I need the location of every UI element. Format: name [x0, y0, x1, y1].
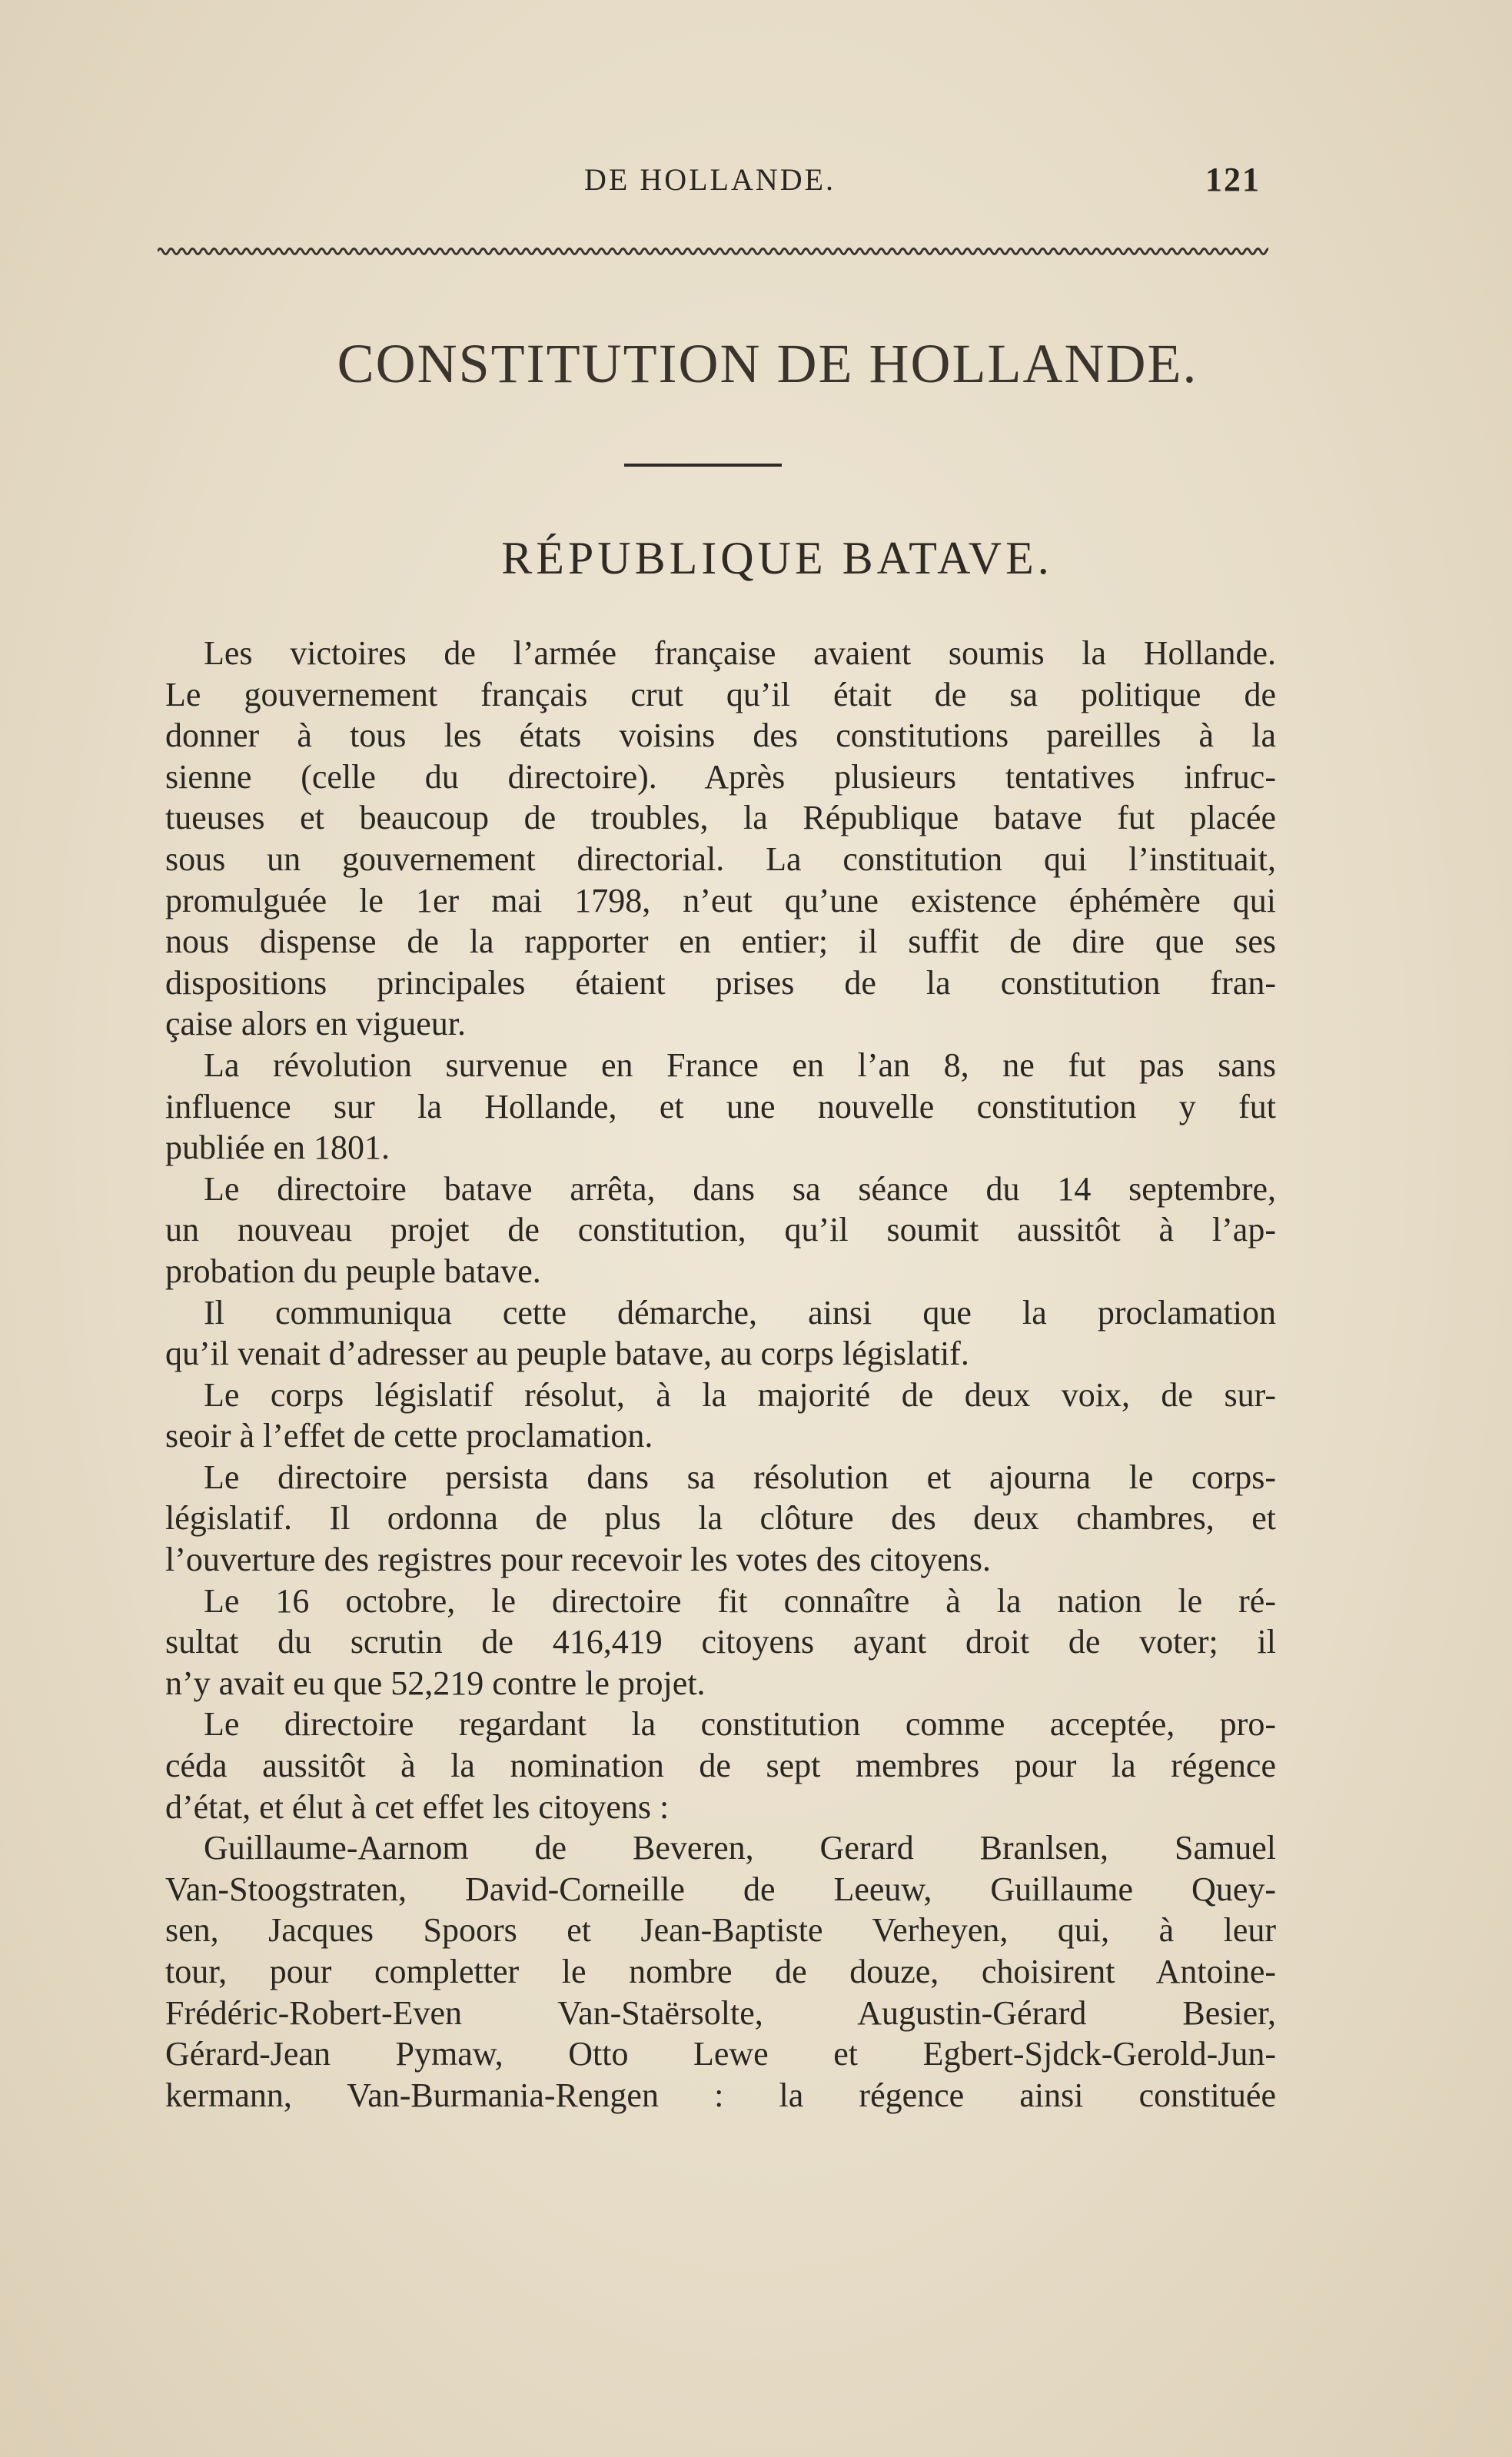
text-line: qu’il venait d’adresser au peuple batave, au corps législatif. — [165, 1335, 969, 1373]
text-line: nous dispense de la rapporter en entier; il suffit de dire que ses — [165, 923, 1276, 961]
text-line: sultat du scrutin de 416,419 citoyens ayant droit de voter; il — [165, 1623, 1276, 1661]
text-line: sen, Jacques Spoors et Jean-Baptiste Verheyen, qui, à leur — [165, 1911, 1276, 1950]
text-line: Le directoire regardant la constitution comme acceptée, pro- — [204, 1705, 1276, 1744]
text-line: Les victoires de l’armée française avaient soumis la Hollande. — [204, 634, 1276, 672]
text-line: seoir à l’effet de cette proclamation. — [165, 1417, 653, 1455]
text-line: Le directoire batave arrêta, dans sa séance du 14 septembre, — [204, 1169, 1276, 1208]
text-line: tueuses et beaucoup de troubles, la République batave fut placée — [165, 799, 1276, 837]
text-line: Van-Stoogstraten, David-Corneille de Leeuw, Guillaume Quey- — [165, 1870, 1276, 1908]
text-line: influence sur la Hollande, et une nouvelle constitution y fut — [165, 1087, 1276, 1125]
text-line: Guillaume-Aarnom de Beveren, Gerard Branlsen, Samuel — [204, 1829, 1276, 1867]
text-line: çaise alors en vigueur. — [165, 1005, 466, 1043]
text-line: Gérard-Jean Pymaw, Otto Lewe et Egbert-Sjdck-Gerold-Jun- — [165, 2035, 1276, 2073]
text-line: sous un gouvernement directorial. La constitution qui l’instituait, — [165, 840, 1276, 878]
page-header — [165, 161, 1276, 208]
body-text — [165, 633, 1276, 2116]
text-line: Le 16 octobre, le directoire fit connaître à la nation le ré- — [204, 1581, 1276, 1620]
running-title: DE HOLLANDE. — [584, 162, 836, 197]
text-line: Le directoire persista dans sa résolution et ajourna le corps- — [204, 1458, 1276, 1496]
text-line: un nouveau projet de constitution, qu’il soumit aussitôt à l’ap- — [165, 1211, 1276, 1249]
text-line: tour, pour completter le nombre de douze, choisirent Antoine- — [165, 1953, 1276, 1990]
text-line: La révolution survenue en France en l’an 8, ne fut pas sans — [204, 1046, 1276, 1084]
text-line: donner à tous les états voisins des constitutions pareilles à la — [165, 716, 1276, 755]
text-line: promulguée le 1er mai 1798, n’eut qu’une existence éphémère qui — [165, 881, 1276, 919]
text-line: l’ouverture des registres pour recevoir les votes des citoyens. — [165, 1541, 991, 1579]
text-line: Frédéric-Robert-Even Van-Staërsolte, Augustin-Gérard Besier, — [165, 1993, 1276, 2032]
text-line: publiée en 1801. — [165, 1129, 390, 1167]
text-line: d’état, et élut à cet effet les citoyens : — [165, 1787, 670, 1826]
text-line: Il communiqua cette démarche, ainsi que la proclamation — [204, 1293, 1276, 1332]
page-number: 121 — [1205, 161, 1261, 198]
title-divider — [624, 464, 782, 467]
text-line: kermann, Van-Burmania-Rengen : la régence ainsi constituée — [165, 2076, 1276, 2114]
text-line: probation du peuple batave. — [165, 1252, 541, 1290]
text-line: dispositions principales étaient prises de la constitution fran- — [165, 963, 1276, 1002]
decorative-wavy-rule — [158, 244, 1268, 258]
section-subtitle: RÉPUBLIQUE BATAVE. — [501, 533, 1053, 583]
text-line: sienne (celle du directoire). Après plusieurs tentatives infruc- — [165, 757, 1276, 796]
text-line: n’y avait eu que 52,219 contre le projet. — [165, 1664, 706, 1702]
text-line: Le corps législatif résolut, à la majorité de deux voix, de sur- — [204, 1375, 1276, 1414]
text-line: législatif. Il ordonna de plus la clôture des deux chambres, et — [165, 1499, 1276, 1538]
text-line: Le gouvernement français crut qu’il était de sa politique de — [165, 675, 1276, 713]
main-title: CONSTITUTION DE HOLLANDE. — [337, 333, 1198, 394]
text-line: céda aussitôt à la nomination de sept membres pour la régence — [165, 1747, 1276, 1785]
